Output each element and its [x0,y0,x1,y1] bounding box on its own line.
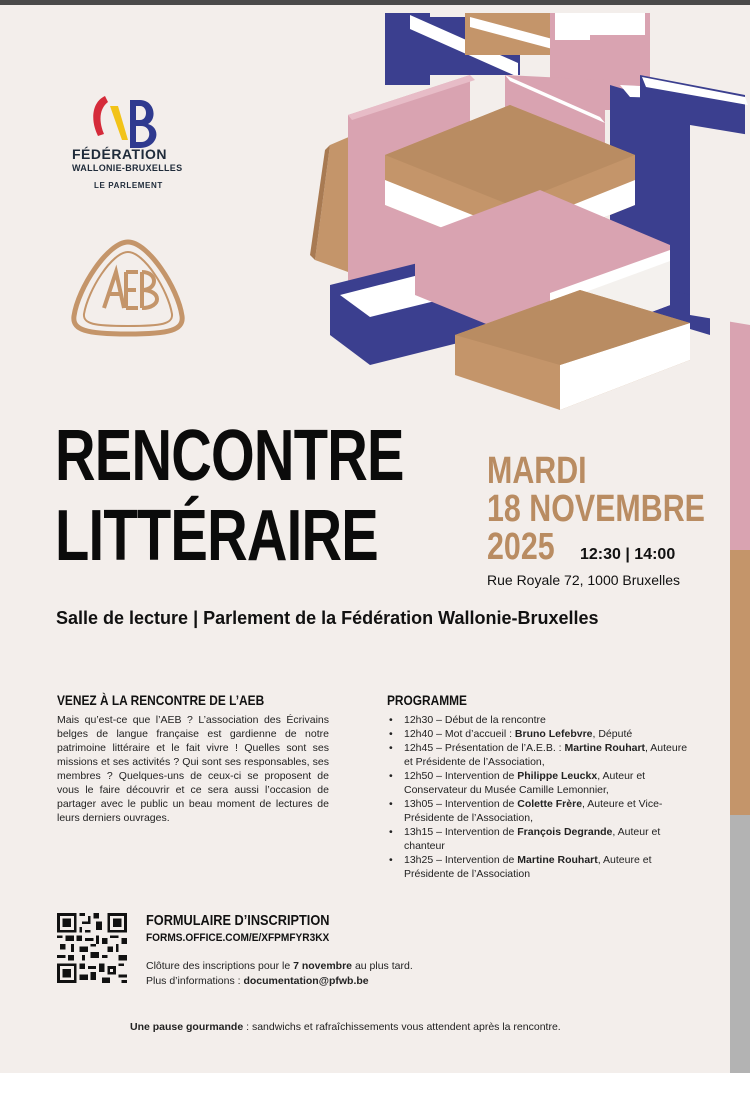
fwb-logo-mark [70,65,190,195]
registration-deadline: Clôture des inscriptions pour le 7 novembre au plus tard. [146,960,413,972]
list-item: • 13h25 – Intervention de Martine Rouhart, Auteure et Présidente de l’Association [387,853,697,881]
programme-list [387,713,697,881]
date-date: 18 NOVEMBRE [487,488,705,530]
side-stripe-grey [730,815,750,1073]
about-body: Mais qu’est-ce que l’AEB ? L’association des Écrivains belges de langue française est gardienne de notre patrimoine littéraire et le fait vivre ! Quelles sont ses missions et ses activités ? Qui sont ses responsables, ses membres ? Quelques-uns de ceux-ci se proposent de vous le faire découvrir et ce sera aussi l’occasion de partager avec le public un beau moment de lectures de leurs derniers ouvrages. [57,714,329,824]
event-title [55,416,404,576]
list-item: • 13h05 – Intervention de Colette Frère, Auteure et Vice-Présidente de l’Association, [387,797,697,825]
programme-section [387,692,697,881]
footer-note: Une pause gourmande : sandwichs et rafraîchissements vous attendent après la rencontre. [130,1021,561,1033]
contact-email-link[interactable]: documentation@pfwb.be [243,975,369,987]
date-day: MARDI [487,450,587,492]
date-year: 2025 [487,526,555,568]
books-illustration [290,5,750,420]
registration-title: FORMULAIRE D’INSCRIPTION [146,912,330,929]
about-section [57,692,329,825]
list-item: • 13h15 – Intervention de François Degrande, Auteur et chanteur [387,825,697,853]
bottom-margin [0,1073,750,1104]
fwb-logo-line3: LE PARLEMENT [94,181,163,190]
contact-info: Plus d’informations : documentation@pfwb.be [146,975,369,987]
list-item: • 12h30 – Début de la rencontre [387,713,697,727]
title-line1: RENCONTRE [55,416,404,496]
event-time: 12:30 | 14:00 [580,546,676,563]
programme-title: PROGRAMME [387,692,468,708]
list-item: • 12h45 – Présentation de l’A.E.B. : Martine Rouhart, Auteure et Présidente de l’Association, [387,741,697,769]
fwb-logo-line2: WALLONIE-BRUXELLES [72,163,183,173]
title-line2: LITTÉRAIRE [55,496,378,576]
list-item: • 12h50 – Intervention de Philippe Leuckx, Auteur et Conservateur du Musée Camille Lemonnier, [387,769,697,797]
list-item: • 12h40 – Mot d’accueil : Bruno Lefebvre, Député [387,727,697,741]
aeb-logo [68,238,188,338]
side-stripe-tan [730,550,750,815]
fwb-logo-line1: FÉDÉRATION [72,146,167,162]
event-venue: Salle de lecture | Parlement de la Fédération Wallonie-Bruxelles [56,608,599,628]
registration-link[interactable]: FORMS.OFFICE.COM/E/XFPMFYR3KX [146,932,330,944]
about-title: VENEZ À LA RENCONTRE DE L’AEB [57,692,265,708]
event-address: Rue Royale 72, 1000 Bruxelles [487,572,681,588]
qr-code[interactable] [57,913,127,983]
